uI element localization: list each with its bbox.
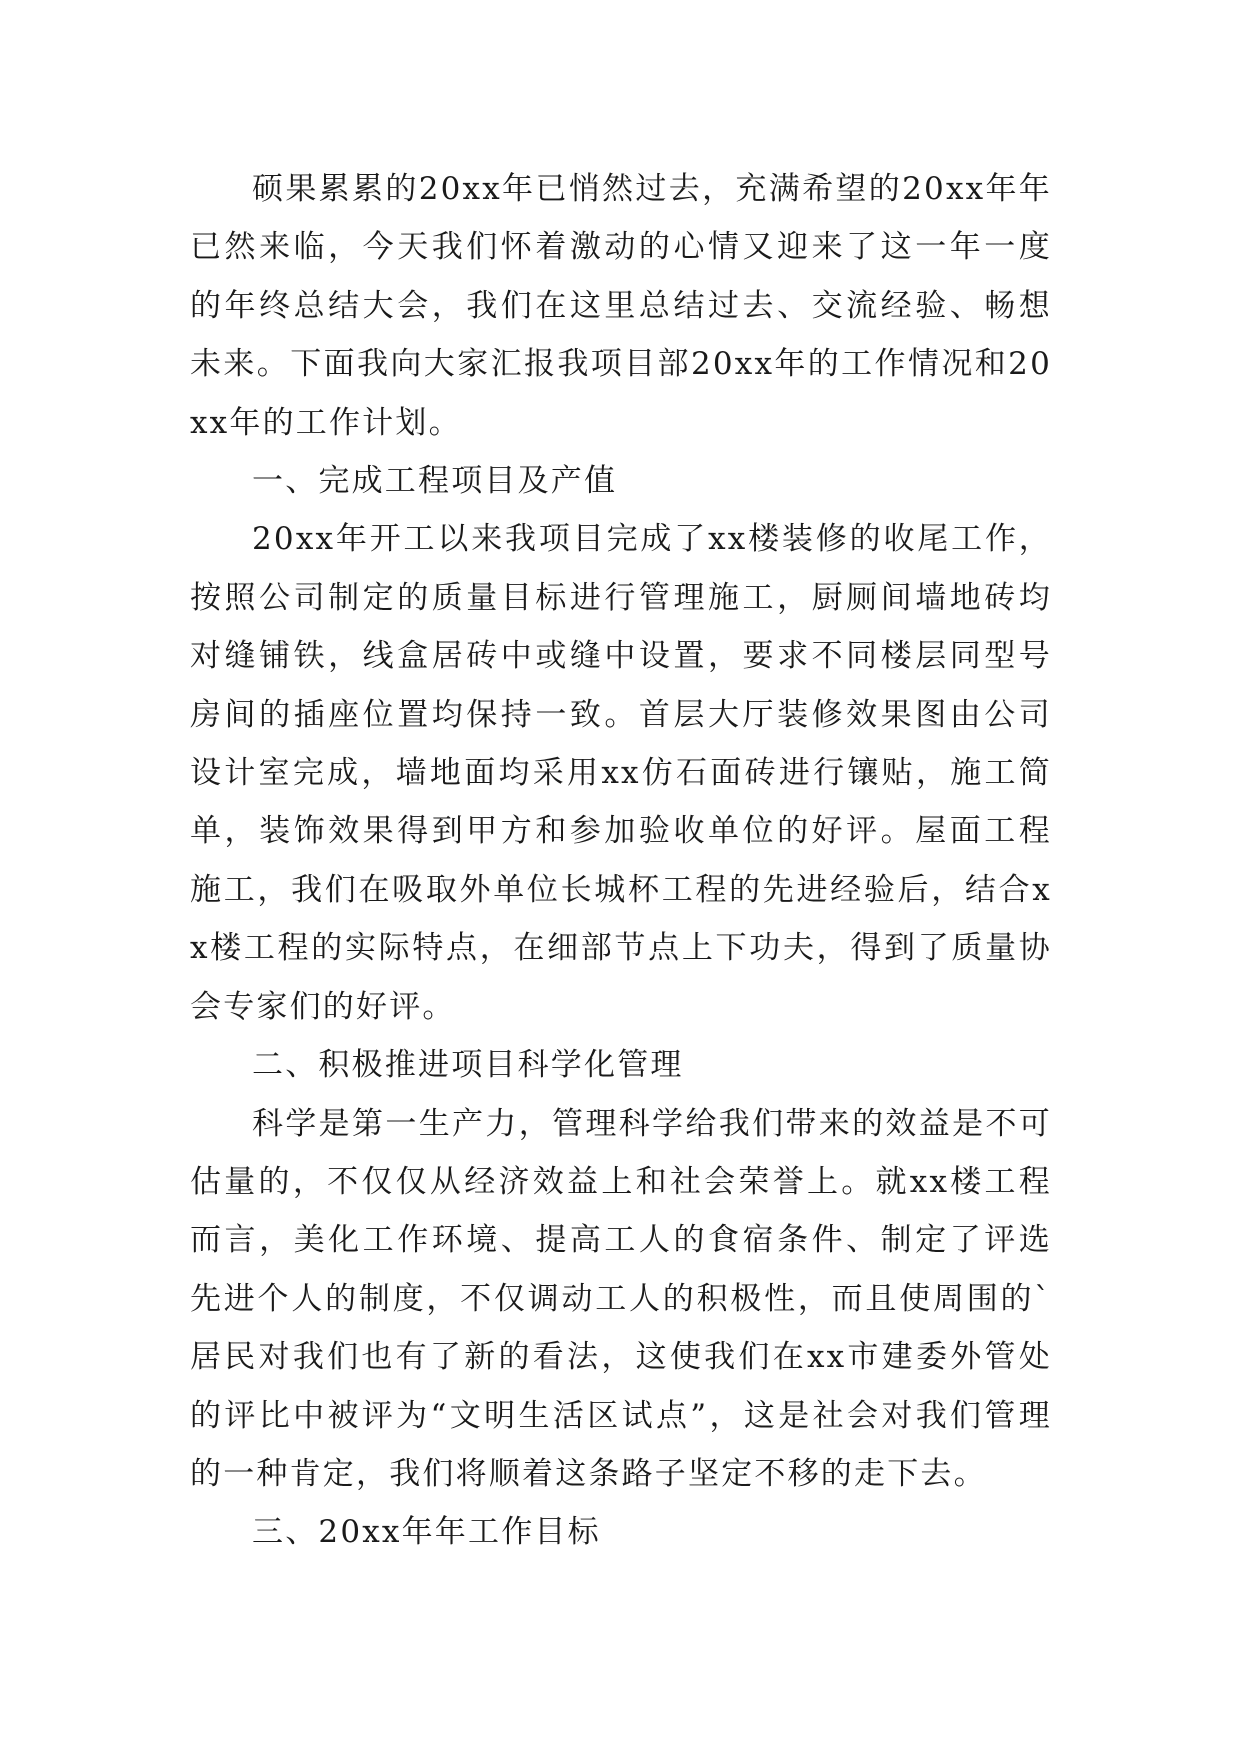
section-heading-1: 一、完成工程项目及产值 xyxy=(252,463,618,500)
section-2-paragraph: 科学是第一生产力，管理科学给我们带来的效益是不可估量的，不仅仅从经济效益上和社会荣誉上。就xx楼工程而言，美化工作环境、提高工人的食宿条件、制定了评选先进个人的制度，不仅调动工人的积极性，而且使周围的`居民对我们也有了新的看法，这使我们在xx市建委外管处的评比中被评为“文明生活区试点”，这是社会对我们管理的一种肯定，我们将顺着这条路子坚定不移的走下去。 xyxy=(190,1105,1052,1492)
section-1-paragraph: 20xx年开工以来我项目完成了xx楼装修的收尾工作，按照公司制定的质量目标进行管理施工，厨厕间墙地砖均对缝铺铁，线盒居砖中或缝中设置，要求不同楼层同型号房间的插座位置均保持一致。首层大厅装修效果图由公司设计室完成，墙地面均采用xx仿石面砖进行镶贴，施工简单，装饰效果得到甲方和参加验收单位的好评。屋面工程施工，我们在吸取外单位长城杯工程的先进经验后，结合xx楼工程的实际特点，在细部节点上下功夫，得到了质量协会专家们的好评。 xyxy=(190,521,1052,1025)
document-body xyxy=(190,160,1052,1562)
section-heading-3: 三、20xx年年工作目标 xyxy=(252,1514,601,1551)
intro-paragraph: 硕果累累的20xx年已悄然过去，充满希望的20xx年年已然来临，今天我们怀着激动的心情又迎来了这一年一度的年终总结大会，我们在这里总结过去、交流经验、畅想未来。下面我向大家汇报我项目部20xx年的工作情况和20xx年的工作计划。 xyxy=(190,171,1052,441)
section-heading-2: 二、积极推进项目科学化管理 xyxy=(252,1047,684,1084)
